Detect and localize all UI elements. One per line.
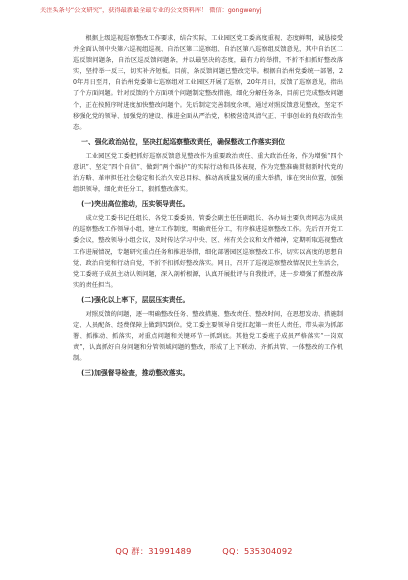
footer-qq-group: QQ 群：31991489 (115, 546, 192, 556)
document-body (73, 33, 343, 382)
paragraph-section-1: 工业园区党工委把抓好巡察反馈意见整改作为重要政治责任、重大政治任务，作为增强“四个意识”、坚定“四个自信”、做到“两个维护”的实际行动和具体表现，作为完整准确贯彻新时代党的治方略、革审担任社会稳定和长治久安总目标、推动高质量发展的重大举措，谁在突出位置，加强组织领导，细化责任分工，狠抓整改落实。 (73, 152, 343, 194)
header-banner (40, 7, 372, 15)
footer-qq: QQ：535304092 (222, 546, 293, 556)
footer-contact (0, 546, 408, 557)
paragraph-subsection-1: 成立党工委书记任组长、各党工委委员、管委会副主任任副组长、各办局主要负责同志为成员的巡察整改工作领导小组，建立工作制度，明确责任分工，有序推进巡察整改工作。先后召开党工委会议，整改领导小组会议，及时传达学习中央、区、州有关会议和文件精神，定期听取巡视整改工作进展情况，专题研究重点任务和推进举措，细化部署园区巡察整改工作，切实以高度的思想自觉、政治自觉和行动自觉，不折不扣抓好整改落实。同日，召开了巡视巡察整改情况民主生活会，党工委班子成员主动认领问题，深入剖析根源，认真开展批评与自我批评，进一步增强了抓整改落实的责任担当。 (73, 215, 343, 289)
header-banner-text: 关注头条号“公文研究”，获得最新最全最专业的公文资料库！ 微信： (40, 7, 228, 14)
paragraph-subsection-2: 对照反馈的问题，逐一明确整改任务、整改措施、整改责任、整改时间，在思想发动、措施制定、人员配备、经费保障上做到四到位。党工委主要领导自觉扛起第一责任人责任，带头亲为抓部署、抓推动、抓落实，对重点问题和关键环节一抓到底。其他党工委班子成员严格落实“一岗双责”，认真抓好自身问题和分管领域问题的整改，形成了上下联动、齐抓共管、一体整改的工作机制。 (73, 310, 343, 363)
paragraph-intro: 根据上级巡视巡察整改工作要求，结合实际，工业园区党工委高度重视、态度鲜明，诚恳接受并全面认领中央第六巡视组巡视、自治区第二巡察组、自治区第八巡察组反馈意见，其中自治区二巡反馈问题条，自治区巡反馈问题条，并以最坚决的态度，最有力的举措，不折不扣抓好整改落实，坚持举一反三，切实补齐短板。目前，条反馈问题已整改完毕。根据自治州党委统一部署，20年月日至月，自治州党委第七巡察组对工业园区开展了巡察，20年月日，反馈了巡察意见，指出了个方面问题。针对反馈的个方面项个问题制定整改措施，细化分解任务条，目前已完成整改问题个，正在按照序时进度加快整改问题个。先后制定完善制度余项，通过对照反馈意见整改，坚定不移强化党的领导、加强党的建设、推进全面从严治党，积极营造风清气正、干事创业的良好政治生态。 (73, 35, 343, 131)
subheading-2: (二)强化以上率下，层层压实责任。 (81, 295, 190, 304)
subheading-3: (三)加强督导检查，推动整改落实。 (81, 369, 190, 378)
wechat-id: gongwenyj (227, 7, 262, 14)
subheading-1: (一)突出高位推动，压实领导责任。 (81, 200, 190, 209)
section-heading-1: 一、强化政治站位，坚决扛起巡察整改责任，确保整改工作落实到位 (81, 137, 286, 146)
